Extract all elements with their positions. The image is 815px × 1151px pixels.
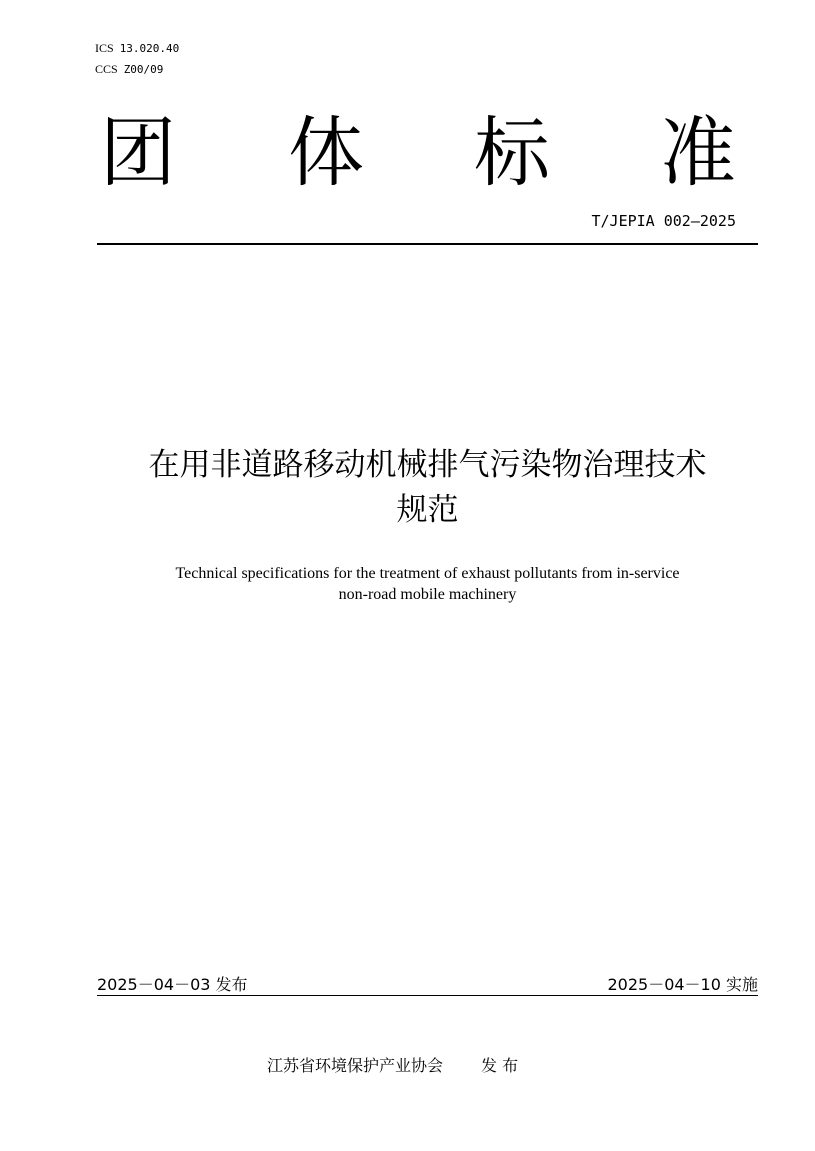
ccs-label: CCS [95, 62, 118, 76]
chinese-title-line-1: 在用非道路移动机械排气污染物治理技术 [148, 447, 707, 483]
standard-number: T/JEPIA 002—2025 [591, 212, 736, 230]
ics-classification [95, 41, 179, 56]
ics-code: 13.020.40 [119, 42, 180, 55]
standard-type-heading [100, 108, 735, 198]
heading-char: 准 [660, 108, 736, 197]
ccs-code: Z00/09 [123, 63, 164, 76]
chinese-title-line-2: 规范 [396, 492, 459, 528]
footer-divider [97, 995, 758, 996]
heading-char: 体 [288, 108, 364, 197]
publisher-line [267, 1053, 518, 1076]
english-title [90, 563, 765, 605]
heading-char: 标 [474, 108, 550, 197]
implementation-date: 2025－04－10 实施 [607, 975, 758, 994]
english-title-line-2: non-road mobile machinery [338, 586, 517, 603]
ccs-classification [95, 62, 163, 77]
heading-char: 团 [100, 108, 176, 197]
publisher-name: 江苏省环境保护产业协会 [267, 1056, 444, 1075]
chinese-title [90, 443, 765, 533]
issue-date: 2025－04－03 发布 [97, 975, 248, 994]
header-divider [97, 243, 758, 245]
publish-action: 发 布 [481, 1056, 519, 1075]
ics-label: ICS [95, 41, 114, 55]
english-title-line-1: Technical specifications for the treatment of exhaust pollutants from in-service [175, 565, 680, 582]
